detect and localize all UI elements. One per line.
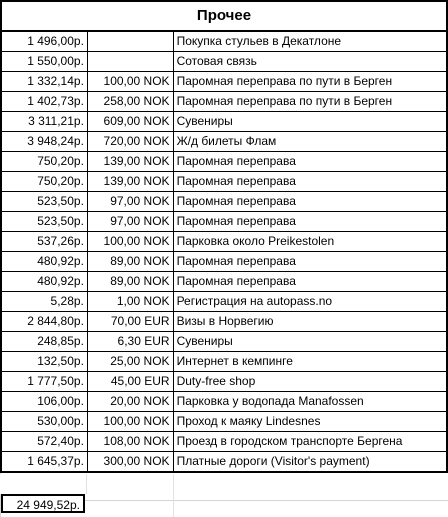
- foreign-amount-cell[interactable]: 97,00 NOK: [87, 192, 173, 212]
- rub-amount-cell[interactable]: 480,92р.: [1, 252, 87, 272]
- table-row: [1, 72, 447, 92]
- rub-amount-cell[interactable]: 106,00р.: [1, 392, 87, 412]
- description-cell[interactable]: Паромная переправа: [173, 212, 447, 232]
- description-cell[interactable]: Платные дороги (Visitor's payment): [173, 452, 447, 473]
- description-cell[interactable]: Паромная переправа: [173, 272, 447, 292]
- rub-amount-cell[interactable]: 132,50р.: [1, 352, 87, 372]
- foreign-amount-cell[interactable]: 89,00 NOK: [87, 252, 173, 272]
- table-row: [1, 432, 447, 452]
- foreign-amount-cell[interactable]: 139,00 NOK: [87, 152, 173, 172]
- rub-amount-cell[interactable]: 1 550,00р.: [1, 52, 87, 72]
- rub-amount-cell[interactable]: 3 311,21р.: [1, 112, 87, 132]
- rub-amount-cell[interactable]: 480,92р.: [1, 272, 87, 292]
- table-row: [1, 192, 447, 212]
- empty-cell[interactable]: [87, 474, 174, 494]
- foreign-amount-cell[interactable]: 6,30 EUR: [87, 332, 173, 352]
- table-row: [1, 292, 447, 312]
- table-row: [1, 372, 447, 392]
- table-row: [1, 412, 447, 432]
- foreign-amount-cell[interactable]: 20,00 NOK: [87, 392, 173, 412]
- rub-amount-cell[interactable]: 523,50р.: [1, 212, 87, 232]
- rub-amount-cell[interactable]: 523,50р.: [1, 192, 87, 212]
- rub-amount-cell[interactable]: 750,20р.: [1, 152, 87, 172]
- foreign-amount-cell[interactable]: 108,00 NOK: [87, 432, 173, 452]
- description-cell[interactable]: Паромная переправа по пути в Берген: [173, 72, 447, 92]
- description-cell[interactable]: Проезд в городском транспорте Бергена: [173, 432, 447, 452]
- table-row: [1, 392, 447, 412]
- description-cell[interactable]: Покупка стульев в Декатлоне: [173, 31, 447, 52]
- rub-amount-cell[interactable]: 1 332,14р.: [1, 72, 87, 92]
- description-cell[interactable]: Сувениры: [173, 112, 447, 132]
- total-cell[interactable]: 24 949,52р.: [1, 494, 85, 513]
- rub-amount-cell[interactable]: 2 844,80р.: [1, 312, 87, 332]
- table-row: [1, 352, 447, 372]
- rub-amount-cell[interactable]: 3 948,24р.: [1, 132, 87, 152]
- description-cell[interactable]: Сувениры: [173, 332, 447, 352]
- rub-amount-cell[interactable]: 1 645,37р.: [1, 452, 87, 473]
- foreign-amount-cell[interactable]: 89,00 NOK: [87, 272, 173, 292]
- description-cell[interactable]: Интернет в кемпинге: [173, 352, 447, 372]
- table-row: [1, 252, 447, 272]
- description-cell[interactable]: Сотовая связь: [173, 52, 447, 72]
- table-row: [1, 232, 447, 252]
- foreign-amount-cell[interactable]: 100,00 NOK: [87, 412, 173, 432]
- foreign-amount-cell[interactable]: 100,00 NOK: [87, 232, 173, 252]
- description-cell[interactable]: Парковка около Preikestolen: [173, 232, 447, 252]
- rub-amount-cell[interactable]: 1 402,73р.: [1, 92, 87, 112]
- table-row: [1, 112, 447, 132]
- foreign-amount-cell[interactable]: 25,00 NOK: [87, 352, 173, 372]
- description-cell[interactable]: Паромная переправа: [173, 152, 447, 172]
- rub-amount-cell[interactable]: 750,20р.: [1, 172, 87, 192]
- description-cell[interactable]: Регистрация на autopass.no: [173, 292, 447, 312]
- description-cell[interactable]: Паромная переправа: [173, 252, 447, 272]
- foreign-amount-cell[interactable]: 100,00 NOK: [87, 72, 173, 92]
- table-row: [1, 332, 447, 352]
- foreign-amount-cell[interactable]: 720,00 NOK: [87, 132, 173, 152]
- table-row: [1, 92, 447, 112]
- foreign-amount-cell[interactable]: 97,00 NOK: [87, 212, 173, 232]
- table-row: [1, 172, 447, 192]
- foreign-amount-cell[interactable]: 70,00 EUR: [87, 312, 173, 332]
- rub-amount-cell[interactable]: 1 777,50р.: [1, 372, 87, 392]
- table-row: [1, 152, 447, 172]
- table-row: [1, 452, 447, 473]
- foreign-amount-cell[interactable]: [87, 31, 173, 52]
- description-cell[interactable]: Duty-free shop: [173, 372, 447, 392]
- empty-cell[interactable]: [87, 494, 174, 517]
- foreign-amount-cell[interactable]: 609,00 NOK: [87, 112, 173, 132]
- foreign-amount-cell[interactable]: 139,00 NOK: [87, 172, 173, 192]
- table-row: [1, 272, 447, 292]
- foreign-amount-cell[interactable]: 45,00 EUR: [87, 372, 173, 392]
- table-title[interactable]: Прочее: [1, 1, 447, 31]
- empty-cell[interactable]: [0, 474, 87, 494]
- table-row: [1, 52, 447, 72]
- table-row: [1, 31, 447, 52]
- foreign-amount-cell[interactable]: [87, 52, 173, 72]
- rub-amount-cell[interactable]: 537,26р.: [1, 232, 87, 252]
- table-row: [1, 212, 447, 232]
- foreign-amount-cell[interactable]: 1,00 NOK: [87, 292, 173, 312]
- table-row: [1, 132, 447, 152]
- foreign-amount-cell[interactable]: 300,00 NOK: [87, 452, 173, 473]
- empty-row: [0, 474, 448, 494]
- table-row: [1, 312, 447, 332]
- description-cell[interactable]: Парковка у водопада Manafossen: [173, 392, 447, 412]
- rub-amount-cell[interactable]: 248,85р.: [1, 332, 87, 352]
- description-cell[interactable]: Паромная переправа по пути в Берген: [173, 92, 447, 112]
- rub-amount-cell[interactable]: 530,00р.: [1, 412, 87, 432]
- rub-amount-cell[interactable]: 572,40р.: [1, 432, 87, 452]
- description-cell[interactable]: Паромная переправа: [173, 192, 447, 212]
- description-cell[interactable]: Визы в Норвегию: [173, 312, 447, 332]
- description-cell[interactable]: Ж/д билеты Флам: [173, 132, 447, 152]
- description-cell[interactable]: Проход к маяку Lindesnes: [173, 412, 447, 432]
- rub-amount-cell[interactable]: 5,28р.: [1, 292, 87, 312]
- rub-amount-cell[interactable]: 1 496,00р.: [1, 31, 87, 52]
- foreign-amount-cell[interactable]: 258,00 NOK: [87, 92, 173, 112]
- description-cell[interactable]: Паромная переправа: [173, 172, 447, 192]
